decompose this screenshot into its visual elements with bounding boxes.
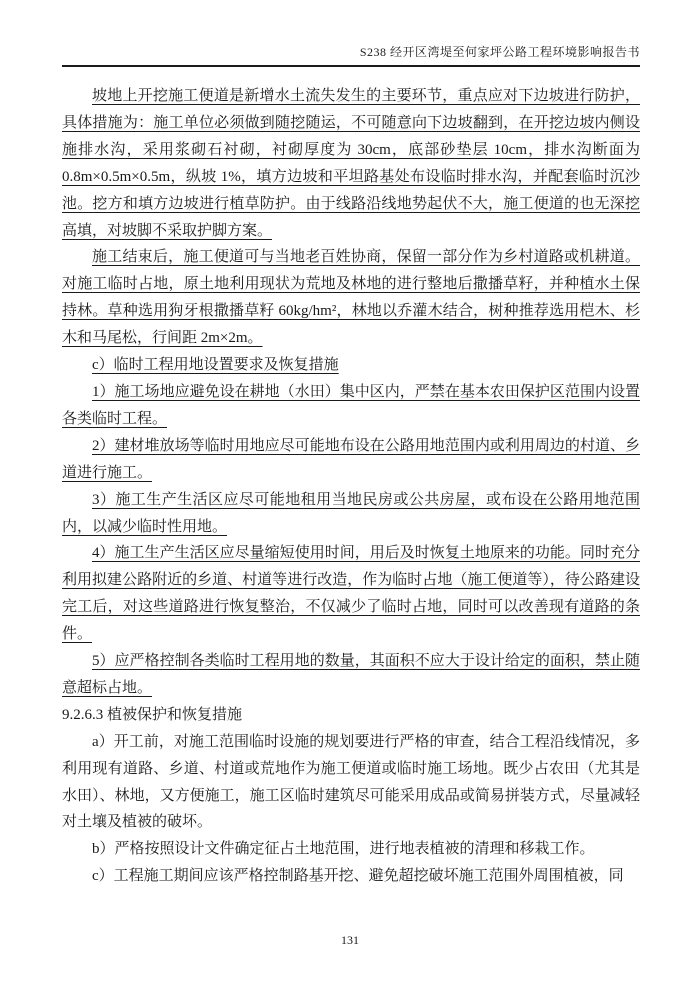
paragraph: 9.2.6.3 植被保护和恢复措施 — [62, 706, 243, 723]
page-header — [62, 0, 640, 67]
paragraph: 5）应严格控制各类临时工程用地的数量，其面积不应大于设计给定的面积，禁止随意超标占地。 — [62, 653, 640, 696]
document-body — [62, 83, 640, 890]
paragraph: 坡地上开挖施工便道是新增水土流失发生的主要环节，重点应对下边坡进行防护，具体措施为：施工单位必须做到随挖随运，不可随意向下边坡翻到，在开挖边坡内侧设施排水沟，采用浆砌石衬砌，衬砌厚度为 30cm，底部砂垫层 10cm，排水沟断面为0.8m×0.5m×0.5m，纵坡 1%，填方边坡和平坦路基处布设临时排水沟，并配套临时沉沙池。挖方和填方边坡进行植草防护。由于线路沿线地势起伏不大，施工便道的也无深挖高填，对坡脚不采取护脚方案。 — [62, 88, 640, 239]
paragraph: c）临时工程用地设置要求及恢复措施 — [92, 357, 339, 374]
page-number: 131 — [341, 933, 359, 947]
paragraph: 1）施工场地应避免设在耕地（水田）集中区内，严禁在基本农田保护区范围内设置各类临时工程。 — [62, 383, 640, 427]
header-title: S238 经开区湾堤至何家坪公路工程环境影响报告书 — [359, 45, 640, 59]
paragraph: b）严格按照设计文件确定征占土地范围，进行地表植被的清理和移栽工作。 — [92, 841, 595, 858]
paragraph: 2）建材堆放场等临时用地应尽可能地布设在公路用地范围内或利用周边的村道、乡道进行施工。 — [62, 437, 640, 481]
paragraph: a）开工前，对施工范围临时设施的规划要进行严格的审查，结合工程沿线情况，多利用现有道路、乡道、村道或荒地作为施工便道或临时施工场地。既少占农田（尤其是水田）、林地，又方便施工，施工区临时建筑尽可能采用成品或简易拼装方式，尽量减轻对土壤及植被的破坏。 — [62, 733, 640, 831]
paragraph: 4）施工生产生活区应尽量缩短使用时间，用后及时恢复土地原来的功能。同时充分利用拟建公路附近的乡道、村道等进行改造，作为临时占地（施工便道等），待公路建设完工后，对这些道路进行恢复整治，不仅减少了临时占地，同时可以改善现有道路的条件。 — [62, 545, 640, 643]
page-footer — [0, 933, 700, 990]
paragraph: c）工程施工期间应该严格控制路基开挖、避免超挖破坏施工范围外周围植被，同 — [92, 868, 624, 885]
paragraph: 施工结束后，施工便道可与当地老百姓协商，保留一部分作为乡村道路或机耕道。对施工临时占地，原土地利用现状为荒地及林地的进行整地后撒播草籽，并种植水土保持林。草种选用狗牙根撒播草籽 60kg/hm²，林地以乔灌木结合，树种推荐选用桤木、杉木和马尾松，行间距 2m×2m。 — [62, 249, 640, 347]
paragraph: 3）施工生产生活区应尽可能地租用当地民房或公共房屋，或布设在公路用地范围内，以减少临时性用地。 — [62, 491, 640, 535]
